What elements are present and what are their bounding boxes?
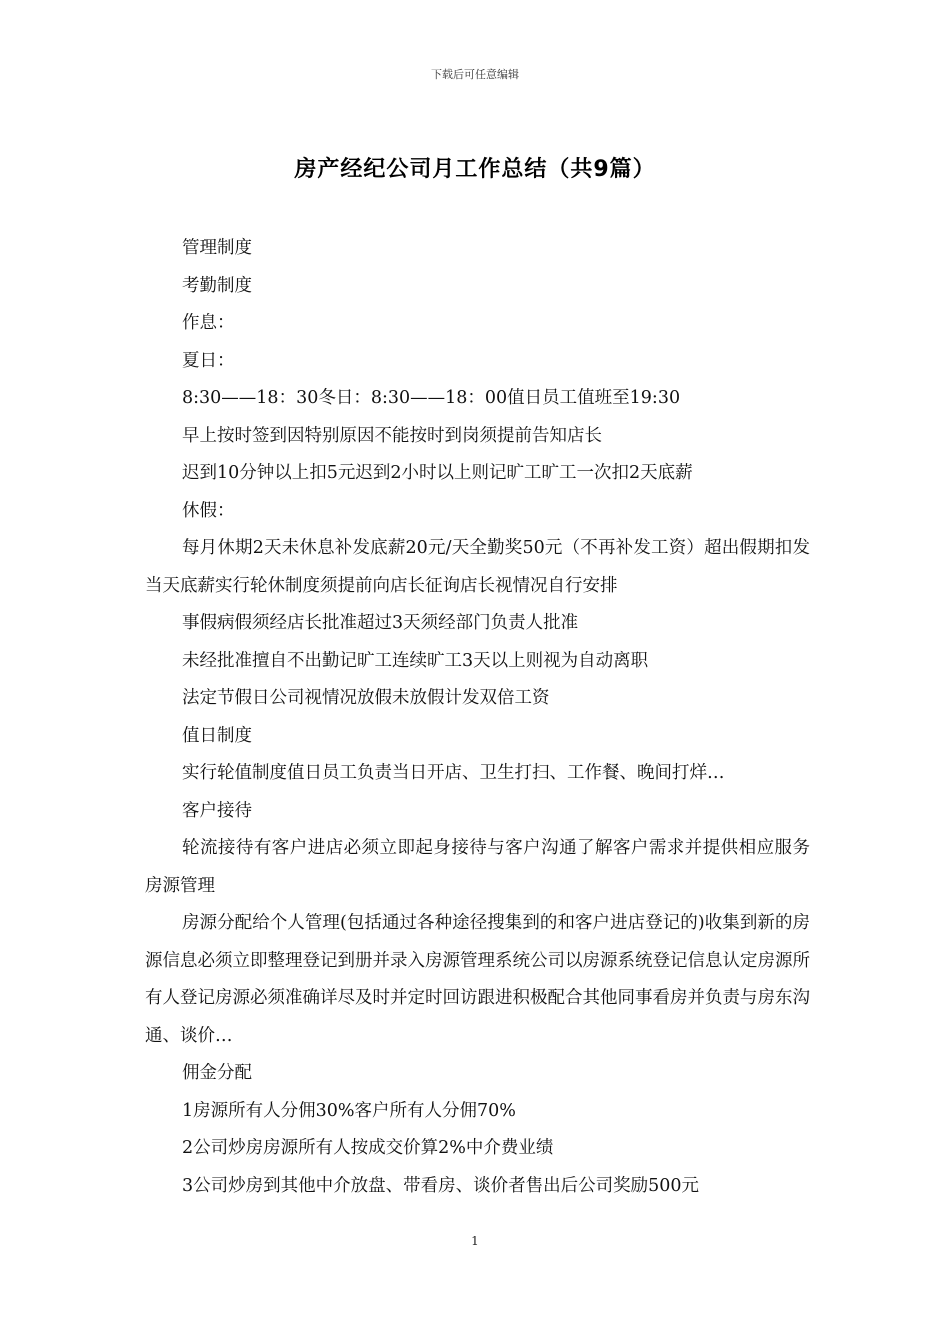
paragraph: 佣金分配 [182,1063,252,1083]
paragraph: 夏日： [182,350,235,371]
document-title: 房产经纪公司月工作总结（共9篇） [294,157,656,182]
paragraph: 实行轮值制度值日员工负责当日开店、卫生打扫、工作餐、晚间打烊… [182,763,725,783]
paragraph: 迟到10分钟以上扣5元迟到2小时以上则记旷工旷工一次扣2天底薪 [182,463,693,483]
paragraph: 2公司炒房房源所有人按成交价算2%中介费业绩 [182,1138,554,1158]
paragraph: 1房源所有人分佣30%客户所有人分佣70% [182,1100,516,1121]
paragraph: 早上按时签到因特别原因不能按时到岗须提前告知店长 [182,425,602,446]
paragraph: 作息： [182,313,235,333]
document-body [145,230,810,1205]
paragraph: 法定节假日公司视情况放假未放假计发双倍工资 [182,688,550,708]
paragraph: 值日制度 [182,725,252,746]
paragraph: 房源分配给个人管理(包括通过各种途径搜集到的和客户进店登记的)收集到新的房源信息必须立即整理登记到册并录入房源管理系统公司以房源系统登记信息认定房源所有人登记房源必须准确详尽及时并定时回访跟进积极配合其他同事看房并负责与房东沟通、谈价… [145,913,810,1046]
page-number: 1 [471,1234,479,1248]
paragraph: 8:30——18：30冬日：8:30——18：00值日员工值班至19:30 [182,388,681,408]
paragraph: 客户接待 [182,800,252,821]
paragraph: 事假病假须经店长批准超过3天须经部门负责人批准 [182,613,579,633]
paragraph: 休假： [182,500,235,521]
header-note: 下载后可任意编辑 [431,68,519,81]
paragraph: 考勤制度 [182,275,252,296]
paragraph: 每月休期2天未休息补发底薪20元/天全勤奖50元（不再补发工资）超出假期扣发当天底薪实行轮休制度须提前向店长征询店长视情况自行安排 [145,538,810,596]
paragraph: 未经批准擅自不出勤记旷工连续旷工3天以上则视为自动离职 [182,650,649,671]
paragraph: 轮流接待有客户进店必须立即起身接待与客户沟通了解客户需求并提供相应服务房源管理 [145,838,810,896]
paragraph: 管理制度 [182,238,252,258]
paragraph: 3公司炒房到其他中介放盘、带看房、谈价者售出后公司奖励500元 [182,1175,700,1196]
